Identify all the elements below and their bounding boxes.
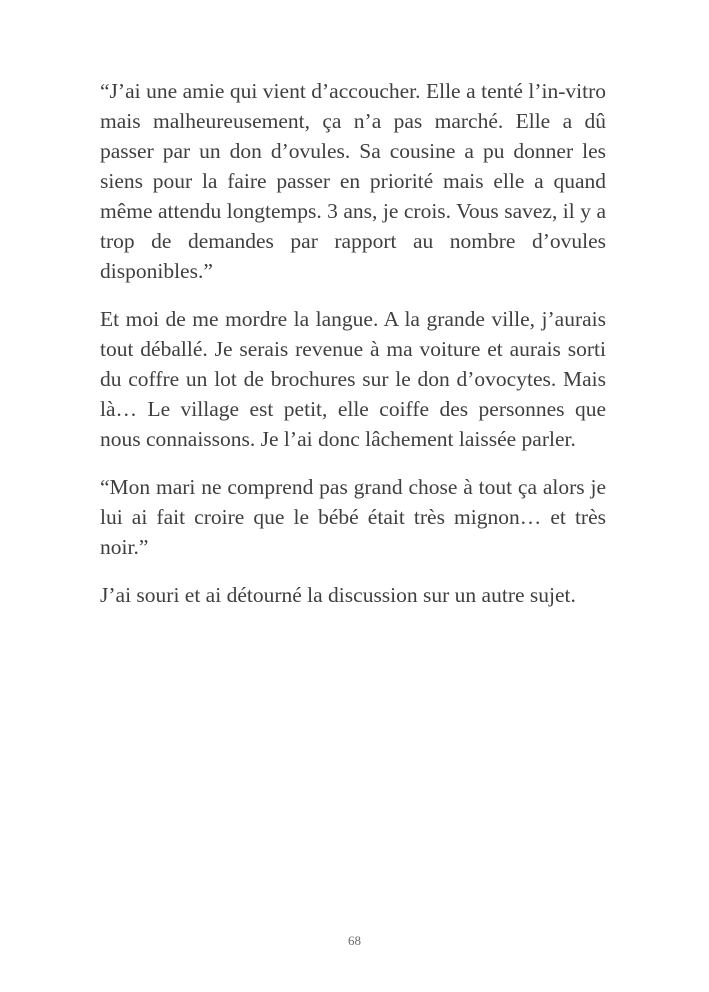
paragraph-narration-2: J’ai souri et ai détourné la discussion sur un autre sujet. [100,583,576,607]
paragraph-quote-1: “J’ai une amie qui vient d’accoucher. Elle a tenté l’in-vitro mais malheureusement, ça n’a pas marché. Elle a dû passer par un don d’ovules. Sa cousine a pu donner les siens pour la faire passer en priorité mais elle a quand même attendu longtemps. 3 ans, je crois. Vous savez, il y a trop de demandes par rapport au nombre d’ovules disponibles.” [100,79,606,283]
paragraph-narration-1: Et moi de me mordre la langue. A la grande ville, j’aurais tout déballé. Je serais revenue à ma voiture et aurais sorti du coffre un lot de brochures sur le don d’ovocytes. Mais là… Le village est petit, elle coiffe des personnes que nous connaissons. Je l’ai donc lâchement laissée parler. [100,307,606,451]
page-number: 68 [348,933,361,948]
paragraph-quote-2: “Mon mari ne comprend pas grand chose à tout ça alors je lui ai fait croire que le bébé était très mignon… et très noir.” [100,475,606,559]
body-text [100,76,606,628]
